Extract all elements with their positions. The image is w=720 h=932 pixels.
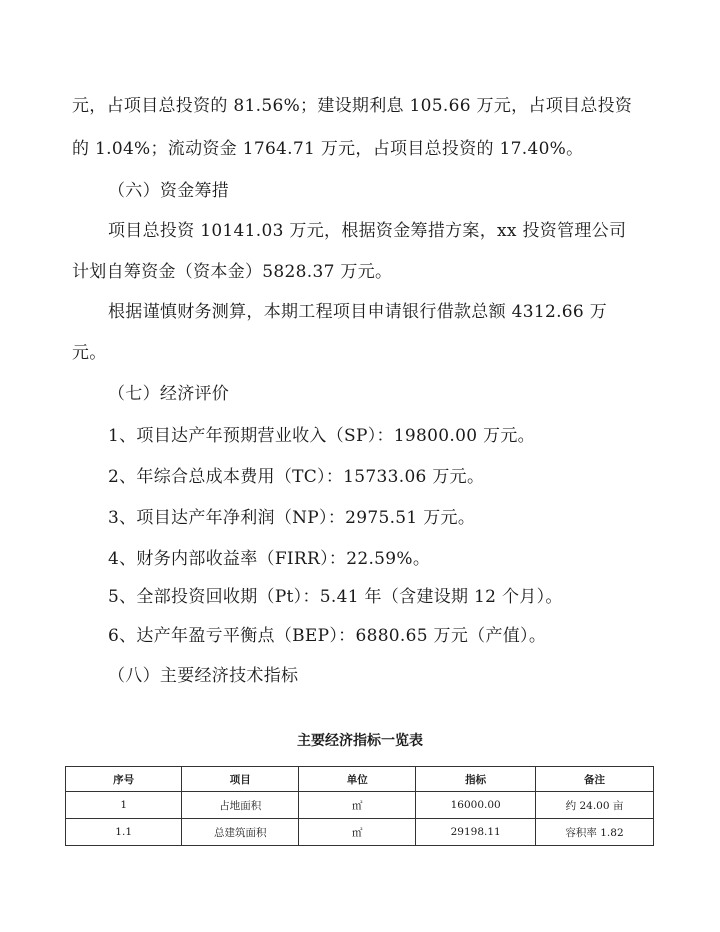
list-item: 4、财务内部收益率（FIRR）：22.59%。 [108, 549, 431, 569]
cell-item: 总建筑面积 [182, 819, 299, 846]
section-heading: （六）资金筹措 [108, 181, 230, 201]
list-item: 2、年综合总成本费用（TC）：15733.06 万元。 [108, 467, 485, 487]
header-note: 备注 [536, 767, 654, 792]
paragraph-line: 计划自筹资金（资本金）5828.37 万元。 [72, 262, 393, 282]
header-index: 序号 [66, 767, 182, 792]
list-item: 1、项目达产年预期营业收入（SP）：19800.00 万元。 [108, 426, 535, 446]
table-row [66, 792, 654, 819]
list-item: 3、项目达产年净利润（NP）：2975.51 万元。 [108, 508, 476, 528]
cell-index: 1.1 [66, 819, 182, 846]
section-heading: （八）主要经济技术指标 [108, 666, 299, 686]
cell-note: 容积率 1.82 [536, 819, 654, 846]
list-item: 5、全部投资回收期（Pt）：5.41 年（含建设期 12 个月）。 [108, 587, 563, 607]
cell-value: 29198.11 [416, 819, 536, 846]
list-item: 6、达产年盈亏平衡点（BEP）：6880.65 万元（产值）。 [108, 626, 547, 646]
cell-item: 占地面积 [182, 792, 299, 819]
indicator-table [65, 766, 654, 846]
header-unit: 单位 [299, 767, 416, 792]
cell-unit: ㎡ [299, 819, 416, 846]
cell-unit: ㎡ [299, 792, 416, 819]
header-value: 指标 [416, 767, 536, 792]
cell-index: 1 [66, 792, 182, 819]
paragraph-line: 项目总投资 10141.03 万元，根据资金筹措方案，xx 投资管理公司 [108, 221, 627, 241]
cell-note: 约 24.00 亩 [536, 792, 654, 819]
section-heading: （七）经济评价 [108, 384, 230, 404]
table-header-row [66, 767, 654, 792]
paragraph-line: 元，占项目总投资的 81.56%；建设期利息 105.66 万元，占项目总投资 [72, 96, 633, 116]
table-row [66, 819, 654, 846]
cell-value: 16000.00 [416, 792, 536, 819]
paragraph-line: 的 1.04%；流动资金 1764.71 万元，占项目总投资的 17.40%。 [72, 139, 584, 159]
header-item: 项目 [182, 767, 299, 792]
paragraph-line: 元。 [72, 343, 107, 363]
table-title: 主要经济指标一览表 [297, 733, 423, 749]
paragraph-line: 根据谨慎财务测算，本期工程项目申请银行借款总额 4312.66 万 [108, 302, 608, 322]
